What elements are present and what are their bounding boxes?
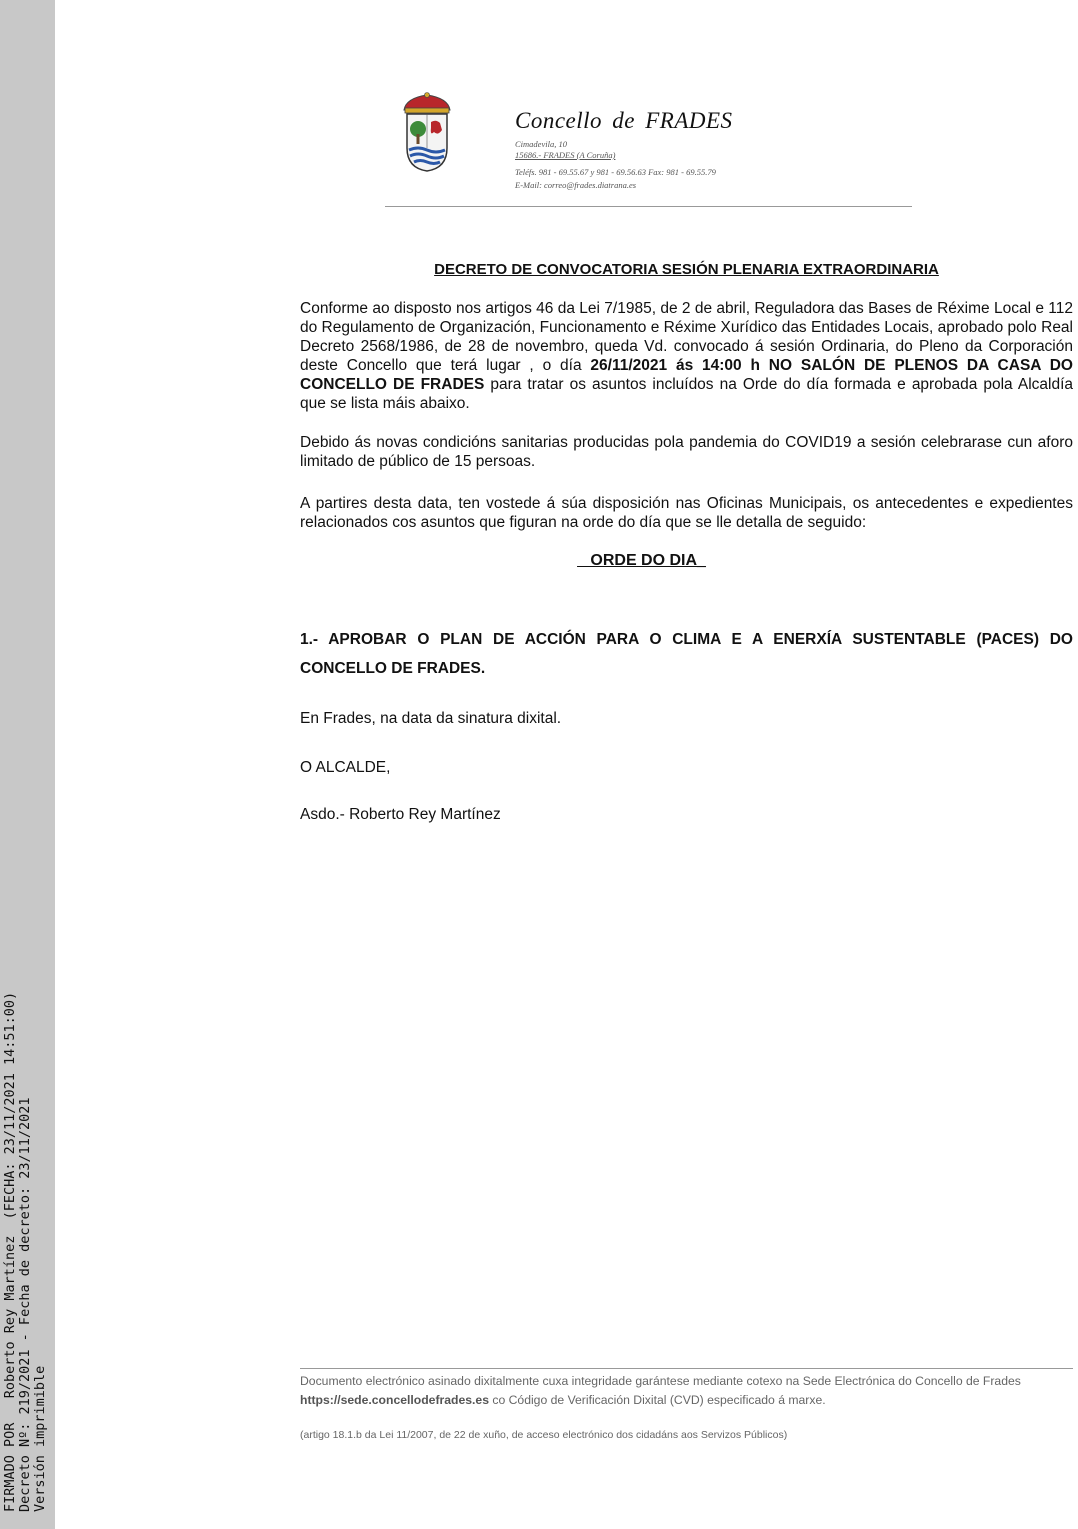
footer-verification-text: Documento electrónico asinado dixitalmente cuxa integridade garántese mediante cotexo na Sede Electrónica do Concello de Frades bbox=[300, 1374, 1021, 1388]
council-email: E-Mail: correo@frades.diatrana.es bbox=[515, 180, 637, 190]
side-stamp-signed-by: FIRMADO POR Roberto Rey Martínez (FECHA: 23/11/2021 14:51:00) bbox=[2, 991, 18, 1512]
paragraph-documents: A partires desta data, ten vostede á súa disposición nas Oficinas Municipais, os antecedentes e expedientes relacionados cos asuntos que figuran na orde do día que se lle detalla de seguido: bbox=[300, 495, 1073, 531]
footer-verification-end: co Código de Verificación Dixital (CVD) especificado á marxe. bbox=[488, 1393, 826, 1407]
agenda-item-1: 1.- APROBAR O PLAN DE ACCIÓN PARA O CLIMA E A ENERXÍA SUSTENTABLE (PACES) DO CONCELLO DE FRADES. bbox=[300, 631, 1073, 677]
paragraph-convocation-end: para tratar os asuntos incluídos na Orde do día formada e aprobada pola Alcaldía que se lista máis abaixo. bbox=[300, 376, 1073, 412]
paragraph-convocation bbox=[300, 299, 1073, 413]
signature-line: Asdo.- Roberto Rey Martínez bbox=[300, 806, 501, 823]
footer-verification bbox=[300, 1372, 1073, 1410]
verification-link[interactable]: https://sede.concellodefrades.es bbox=[300, 1393, 489, 1407]
footer-legal-note: (artigo 18.1.b da Lei 11/2007, de 22 de xuño, de acceso electrónico dos cidadáns aos Servizos Públicos) bbox=[300, 1429, 788, 1441]
decree-title: DECRETO DE CONVOCATORIA SESIÓN PLENARIA EXTRAORDINARIA bbox=[434, 261, 939, 278]
paragraph-convocation-text: Conforme ao disposto nos artigos 46 da Lei 7/1985, de 2 de abril, Reguladora das Bases de Réxime Local e 112 do Regulamento de Organización, Funcionamento e Réxime Xurídico das Entidades Locais, aprobado polo Real Decreto 2568/1986, de 28 de novembro, queda Vd. convocado á sesión Ordinaria, do Pleno da Corporación deste Concello que terá lugar , o día bbox=[300, 300, 1073, 374]
council-name: Concello de FRADES bbox=[515, 108, 733, 133]
council-address: Cimadevila, 10 bbox=[515, 139, 567, 149]
signer-role: O ALCALDE, bbox=[300, 759, 391, 776]
side-stamp-version: Versión imprimible bbox=[32, 1365, 48, 1512]
paragraph-covid: Debido ás novas condicións sanitarias producidas pola pandemia do COVID19 a sesión celebrarase cun aforo limitado de público de 15 persoas. bbox=[300, 434, 1073, 470]
coat-of-arms-icon bbox=[398, 92, 456, 174]
header-divider bbox=[385, 206, 912, 207]
council-postcode: 15686.- FRADES (A Coruña) bbox=[515, 150, 616, 160]
session-date-place: 26/11/2021 ás 14:00 h NO SALÓN DE PLENOS DA CASA DO CONCELLO DE FRADES bbox=[300, 357, 1073, 393]
document-page bbox=[55, 0, 1078, 1529]
footer-divider bbox=[300, 1368, 1073, 1369]
side-stamp-decree-number: Decreto Nº: 219/2021 - Fecha de decreto: 23/11/2021 bbox=[17, 1097, 33, 1512]
agenda-title: ORDE DO DIA_ bbox=[577, 552, 706, 569]
council-phones: Teléfs. 981 - 69.55.67 y 981 - 69.56.63 Fax: 981 - 69.55.79 bbox=[515, 167, 716, 177]
place-and-date: En Frades, na data da sinatura dixital. bbox=[300, 710, 562, 727]
